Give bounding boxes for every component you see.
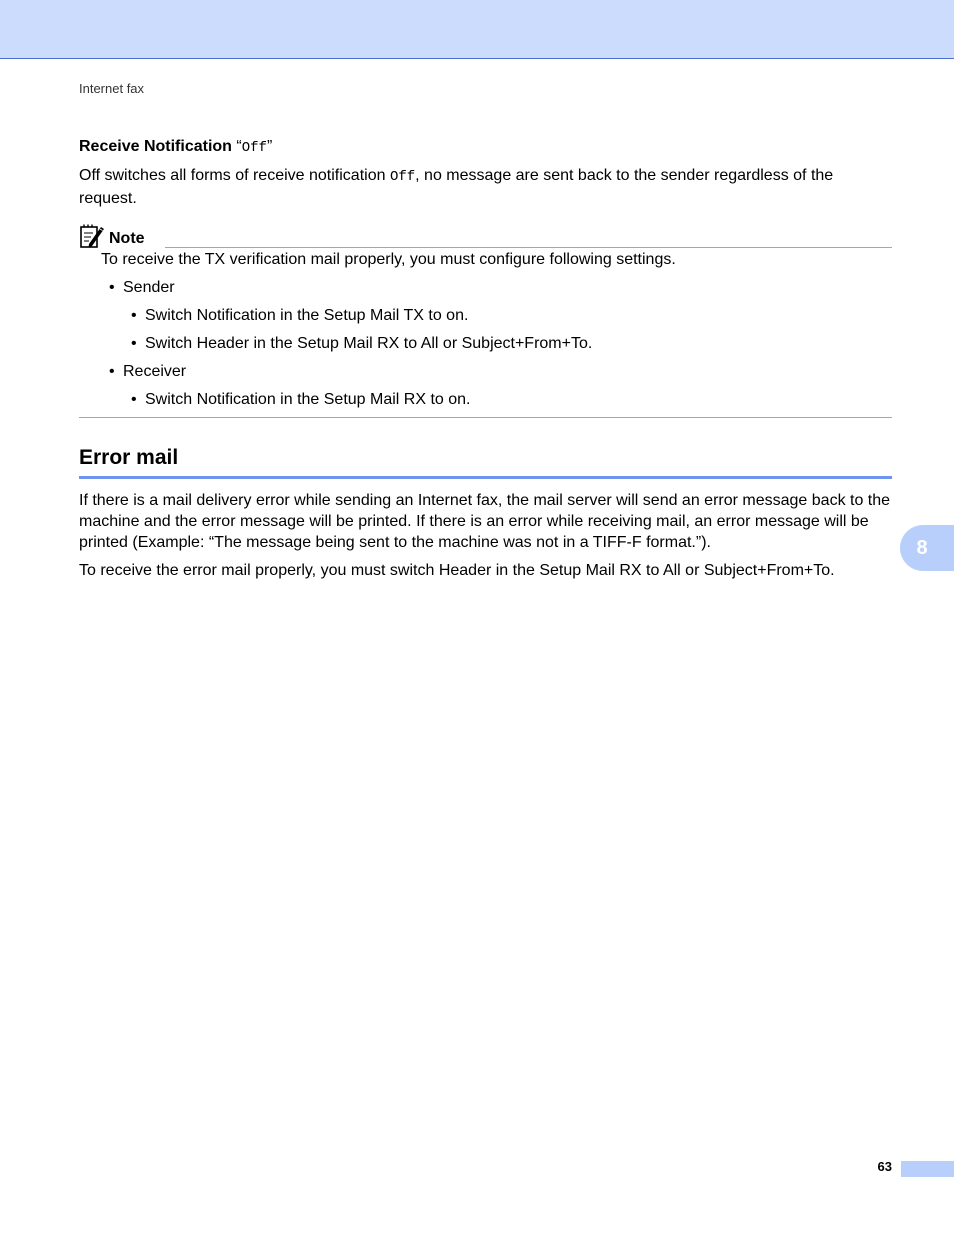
note-pencil-icon [79, 223, 105, 249]
note-group-label: Receiver [123, 363, 187, 380]
note-sublist [109, 389, 892, 410]
section-title: Error mail [79, 444, 892, 479]
note-divider [165, 247, 892, 248]
subhead-title: Receive Notification [79, 138, 232, 155]
note-group-sender: • Sender • Switch Notification in the Setup Mail TX to on. • Switch Header in the Setup Mail RX to All or Subject+From+To. [109, 277, 892, 354]
running-header: Internet fax [79, 81, 145, 96]
error-mail-para-2: To receive the error mail properly, you must switch Header in the Setup Mail RX to All or Subject+From+To. [79, 562, 835, 579]
off-value: Off [241, 140, 267, 156]
body-post: , no message are sent back to the sender regardless of the request. [79, 167, 834, 207]
page-number-tab [901, 1161, 954, 1177]
error-mail-para-1: If there is a mail delivery error while sending an Internet fax, the mail server will send an error message back to the machine and the error message will be printed. If there is an error while receiving mail, an error message will be printed (Example: “The message being sent to the machine was not in a TIFF-F format.”). [79, 492, 891, 551]
quote-close: ” [266, 138, 273, 155]
note-body [79, 249, 892, 410]
quote-open: “ [236, 138, 242, 155]
note-group-receiver: • Receiver • Switch Notification in the Setup Mail RX to on. [109, 361, 892, 410]
note-label: Note [109, 230, 145, 247]
list-item-text: Switch Notification in the Setup Mail TX to on. [145, 307, 469, 324]
note-header [79, 221, 892, 249]
note-group-label: Sender [123, 279, 175, 296]
list-item-text: Switch Notification in the Setup Mail RX to on. [145, 391, 471, 408]
page-number: 63 [877, 1159, 892, 1174]
receive-notification-heading [79, 136, 892, 159]
receive-notification-body [79, 165, 892, 209]
note-bottom-divider [79, 417, 892, 418]
body-pre: Off switches all forms of receive notification [79, 167, 390, 184]
body-off-value: Off [389, 169, 416, 185]
list-item: • Switch Notification in the Setup Mail TX to on. [131, 307, 469, 324]
page-content [79, 136, 892, 581]
list-item: • Switch Notification in the Setup Mail RX to on. [131, 391, 471, 408]
chapter-tab: 8 [900, 525, 954, 571]
note-intro: To receive the TX verification mail properly, you must configure following settings. [101, 251, 676, 268]
note-box [79, 221, 892, 418]
note-list [101, 277, 892, 410]
list-item: • Switch Header in the Setup Mail RX to All or Subject+From+To. [131, 335, 593, 352]
top-header-band [0, 0, 954, 59]
note-sublist [109, 305, 892, 354]
list-item-text: Switch Header in the Setup Mail RX to All or Subject+From+To. [145, 335, 593, 352]
